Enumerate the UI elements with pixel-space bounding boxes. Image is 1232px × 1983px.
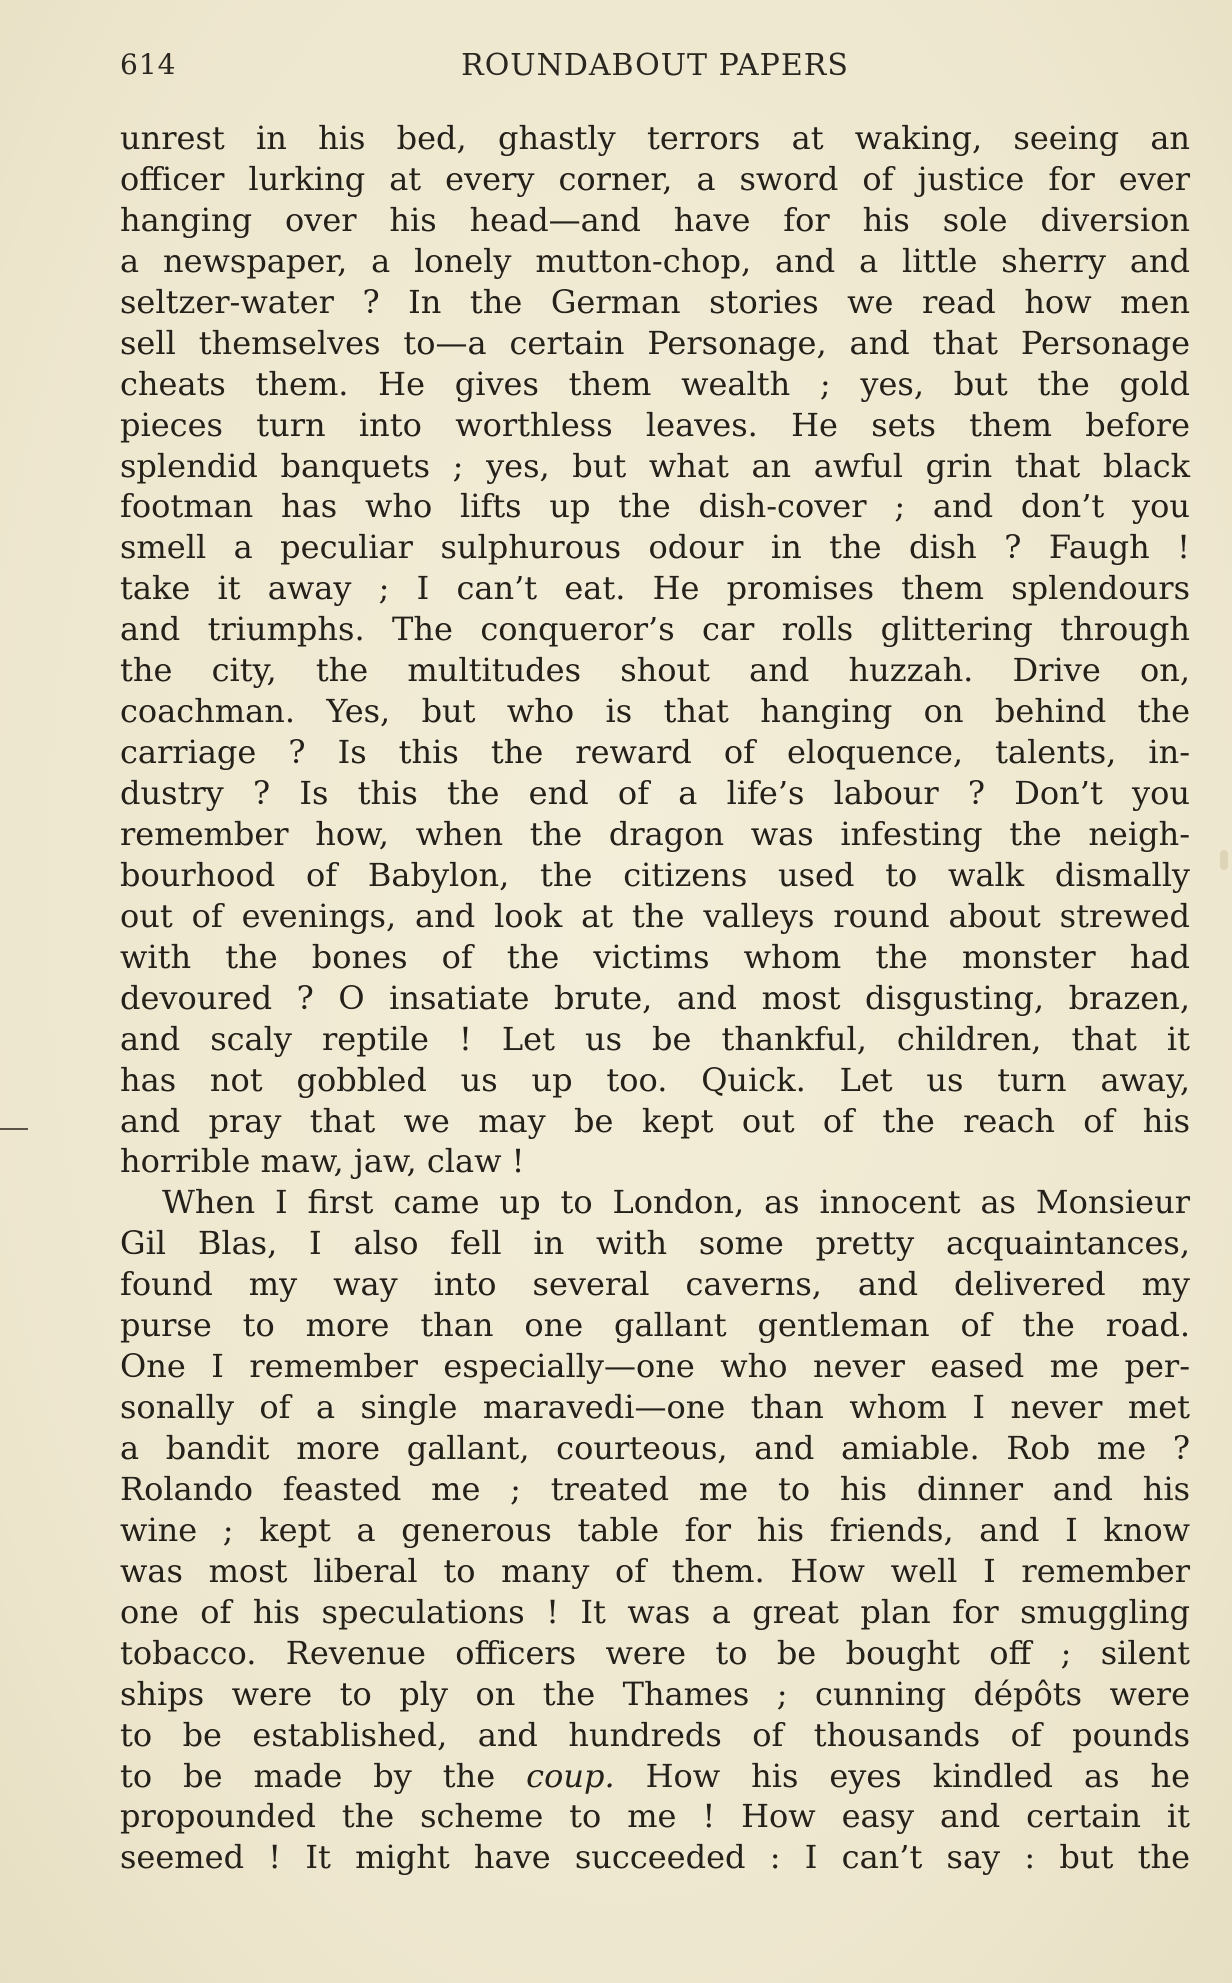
text-segment: to be made by the [120,1756,527,1795]
text-line: a newspaper, a lonely mutton-chop, and a little sherry and [120,241,1190,280]
paragraph-start-line: When I first came up to London, as innocent as Monsieur [162,1183,1190,1222]
text-line: purse to more than one gallant gentleman of the road. [120,1306,1190,1345]
text-line: found my way into several caverns, and delivered my [120,1265,1190,1304]
paragraph-end-line: horrible maw, jaw, claw ! [120,1142,525,1181]
text-line: ships were to ply on the Thames ; cunning dépôts were [120,1674,1190,1713]
text-line: out of evenings, and look at the valleys round about strewed [120,896,1190,935]
text-line: coachman. Yes, but who is that hanging on behind the [120,692,1190,731]
text-line-with-italic [120,1756,1190,1797]
text-line: unrest in his bed, ghastly terrors at waking, seeing an [120,119,1190,157]
text-line: to be established, and hundreds of thousands of pounds [120,1715,1190,1754]
text-line: officer lurking at every corner, a sword of justice for ever [120,159,1190,198]
text-line: take it away ; I can’t eat. He promises them splendours [120,569,1190,608]
page-header [120,48,1190,98]
text-line: smell a peculiar sulphurous odour in the dish ? Faugh ! [120,528,1190,567]
text-line: bourhood of Babylon, the citizens used to walk dismally [120,855,1190,894]
text-line: remember how, when the dragon was infesting the neigh- [120,814,1190,853]
body-text [120,118,1190,1878]
text-line: pieces turn into worthless leaves. He sets them before [120,405,1190,444]
text-line: has not gobbled us up too. Quick. Let us turn away, [120,1060,1190,1099]
italic-word: coup. [526,1756,615,1795]
margin-mark [0,1128,28,1130]
text-line: and scaly reptile ! Let us be thankful, children, that it [120,1019,1190,1058]
page-number: 614 [120,48,177,81]
text-line: a bandit more gallant, courteous, and amiable. Rob me ? [120,1429,1190,1467]
text-line: Rolando feasted me ; treated me to his dinner and his [120,1469,1190,1508]
text-line: footman has who lifts up the dish-cover ; and don’t you [120,487,1190,526]
text-line: and triumphs. The conqueror’s car rolls glittering through [120,610,1190,649]
text-line: sell themselves to—a certain Personage, and that Personage [120,323,1190,362]
text-line: dustry ? Is this the end of a life’s labour ? Don’t you [120,774,1190,812]
text-line: hanging over his head—and have for his sole diversion [120,200,1190,239]
text-line: and pray that we may be kept out of the reach of his [120,1101,1190,1140]
page-edge-spot [1220,850,1228,870]
text-line: the city, the multitudes shout and huzzah. Drive on, [120,651,1190,690]
text-line: sonally of a single maravedi—one than whom I never met [120,1388,1190,1427]
text-line: carriage ? Is this the reward of eloquence, talents, in- [120,733,1190,772]
text-line: wine ; kept a generous table for his friends, and I know [120,1510,1190,1549]
text-line: Gil Blas, I also fell in with some pretty acquaintances, [120,1224,1190,1263]
running-head: ROUNDABOUT PAPERS [461,48,849,83]
text-line: seemed ! It might have succeeded : I can’t say : but the [120,1838,1190,1877]
text-line: one of his speculations ! It was a great plan for smuggling [120,1592,1190,1631]
text-line: splendid banquets ; yes, but what an awful grin that black [120,446,1190,485]
text-line: One I remember especially—one who never eased me per- [120,1347,1190,1386]
text-segment: How his eyes kindled as he [614,1756,1191,1795]
text-line: seltzer-water ? In the German stories we read how men [120,282,1190,321]
text-line: tobacco. Revenue officers were to be bought off ; silent [120,1633,1190,1672]
text-line: devoured ? O insatiate brute, and most disgusting, brazen, [120,978,1190,1017]
text-line: with the bones of the victims whom the monster had [120,937,1190,976]
text-line: was most liberal to many of them. How well I remember [120,1551,1190,1590]
text-line: cheats them. He gives them wealth ; yes, but the gold [120,364,1190,403]
text-line: propounded the scheme to me ! How easy and certain it [120,1797,1190,1836]
